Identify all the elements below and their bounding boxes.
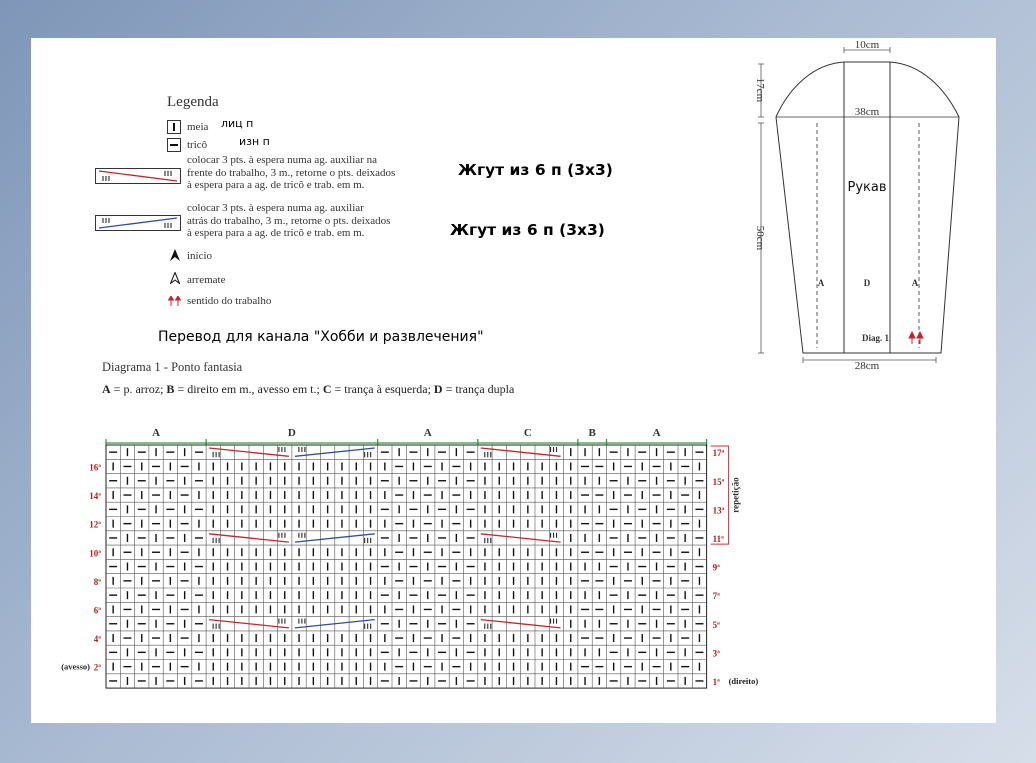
legend-front-cable-ru: Жгут из 6 п (3x3) [458, 161, 613, 179]
repeat-label: repetição [730, 477, 741, 513]
row-label-right: 5ª [712, 619, 720, 630]
sleeve-schematic [731, 38, 991, 378]
sleeve-direction-arrows-icon [909, 332, 923, 344]
row-label-left: 2ª [93, 662, 101, 673]
legend-direction-text: sentido do trabalho [187, 295, 272, 307]
row-label-left: 6ª [93, 605, 101, 616]
row-label-right: 15ª [712, 476, 725, 487]
legend-back-cable-ru: Жгут из 6 п (3x3) [450, 221, 605, 239]
row-label-right: 7ª [712, 591, 720, 602]
sleeve-bottom-width: 28cm [854, 360, 880, 372]
front-cable-symbol-icon [95, 168, 181, 184]
row-label-right: 1ª [712, 676, 720, 687]
row-label-left: 14ª [89, 491, 101, 502]
work-direction-arrows-icon [168, 296, 182, 306]
legend-purl-ru: изн п [239, 135, 270, 148]
legend-front-cable-text: colocar 3 pts. à espera numa ag. auxiliar na frente do trabalho, 3 m., retorne o pts. deixados à espera para a ag. de tricô e trab. em m. [187, 154, 396, 191]
pattern-sheet [31, 38, 996, 723]
translation-note: Перевод для канала "Хобби и развлечения" [158, 329, 484, 345]
legend-back-cable-text: colocar 3 pts. à espera numa ag. auxiliar atrás do trabalho, 3 m., retorne o pts. deixados à espera para a ag. de tricô e trab. em m. [187, 202, 391, 239]
legend-purl-text: tricô [187, 139, 208, 151]
sleeve-cap-height: 17cm [754, 77, 766, 103]
section-label: A [423, 427, 432, 439]
legend-knit-ru: лиц п [221, 117, 254, 130]
row-label-left: 16ª [89, 462, 101, 473]
repeat-bracket [711, 446, 729, 544]
sleeve-section-a-left: A [817, 278, 825, 288]
stitch-chart [31, 413, 791, 693]
sleeve-section-a-right: A [911, 278, 919, 288]
section-label: C [523, 427, 532, 439]
legend-bindoff-text: arremate [187, 274, 226, 286]
sleeve-label-ru: Рукав [847, 180, 887, 195]
legend-start-text: início [187, 250, 213, 262]
sleeve-mid-width: 38cm [854, 106, 880, 118]
section-label: D [287, 427, 296, 439]
knit-symbol-icon [167, 120, 181, 134]
legend-knit-text: meia [187, 121, 209, 133]
start-arrow-icon [170, 249, 180, 261]
section-label: B [588, 427, 596, 439]
wrong-side-note: (avesso) [61, 661, 90, 672]
row-label-left: 4ª [93, 634, 101, 645]
row-label-right: 3ª [712, 648, 720, 659]
row-label-left: 10ª [89, 548, 101, 559]
sleeve-section-d: D [863, 278, 871, 288]
legend-title: Legenda [167, 94, 219, 110]
row-label-right: 9ª [712, 562, 720, 573]
section-label: A [152, 427, 161, 439]
back-cable-symbol-icon [95, 215, 181, 231]
row-label-right: 13ª [712, 505, 725, 516]
row-label-left: 8ª [93, 576, 101, 587]
section-label: A [652, 427, 661, 439]
diagram-key: A = p. arroz; B = direito em m., avesso em t.; C = trança à esquerda; D = trança dupla [102, 382, 515, 396]
sleeve-top-width: 10cm [854, 39, 880, 51]
sleeve-length: 50cm [754, 225, 766, 251]
sleeve-diag-ref: Diag. 1 [862, 333, 889, 343]
purl-symbol-icon [167, 138, 181, 152]
row-label-left: 12ª [89, 519, 101, 530]
bind-off-arrow-icon [170, 272, 180, 284]
row-label-right: 17ª [712, 448, 725, 459]
row-label-right: 11ª [712, 533, 724, 544]
diagram-title: Diagrama 1 - Ponto fantasia [102, 360, 243, 374]
right-side-note: (direito) [728, 675, 759, 686]
